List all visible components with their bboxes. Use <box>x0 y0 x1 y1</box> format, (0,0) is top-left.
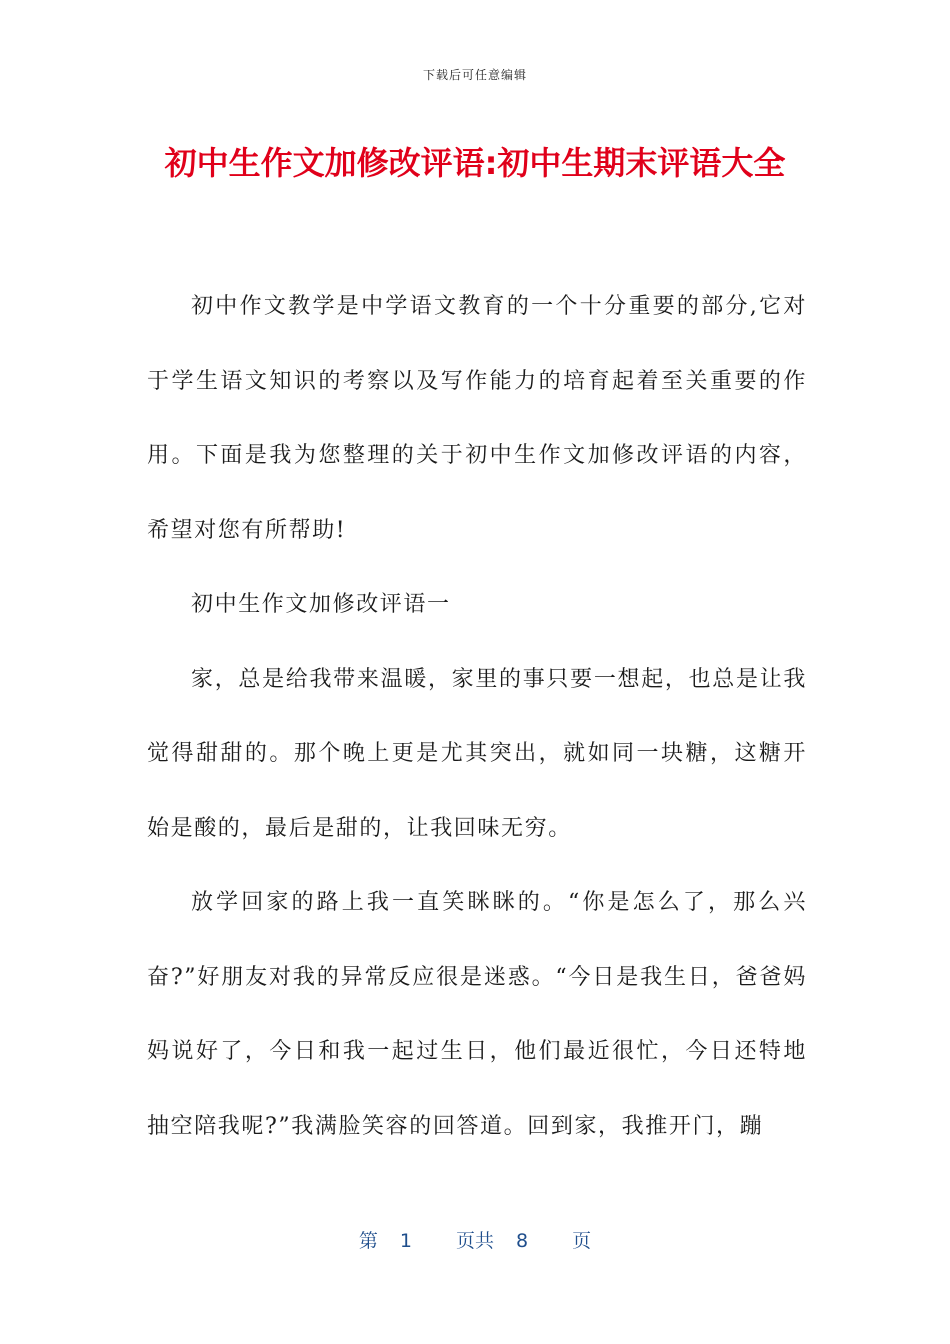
section-heading: 初中生作文加修改评语一 <box>191 592 451 617</box>
footer-prefix: 第 <box>358 1230 378 1252</box>
document-title: 初中生作文加修改评语:初中生期末评语大全 <box>164 144 786 182</box>
page-footer <box>0 1226 950 1253</box>
header-note: 下载后可任意编辑 <box>422 68 527 82</box>
paragraph-essay-1: 家，总是给我带来温暖，家里的事只要一想起，也总是让我觉得甜甜的。那个晚上更是尤其突出，就如同一块糖，这糖开始是酸的，最后是甜的，让我回味无穷。 <box>147 666 807 841</box>
paragraph-intro: 初中作文教学是中学语文教育的一个十分重要的部分,它对于学生语文知识的考察以及写作能力的培育起着至关重要的作用。下面是我为您整理的关于初中生作文加修改评语的内容，希望对您有所帮助! <box>147 294 807 543</box>
paragraph-essay-2: 放学回家的路上我一直笑眯眯的。“你是怎么了，那么兴奋?”好朋友对我的异常反应很是迷惑。“今日是我生日，爸爸妈妈说好了，今日和我一起过生日，他们最近很忙，今日还特地抽空陪我呢?”我满脸笑容的回答道。回到家，我推开门，蹦 <box>147 890 807 1139</box>
footer-suffix: 页 <box>572 1230 592 1252</box>
footer-middle: 页共 <box>455 1230 494 1252</box>
footer-page-number: 1 <box>399 1230 412 1252</box>
document-body <box>147 270 807 1164</box>
footer-total-pages: 8 <box>516 1230 529 1252</box>
